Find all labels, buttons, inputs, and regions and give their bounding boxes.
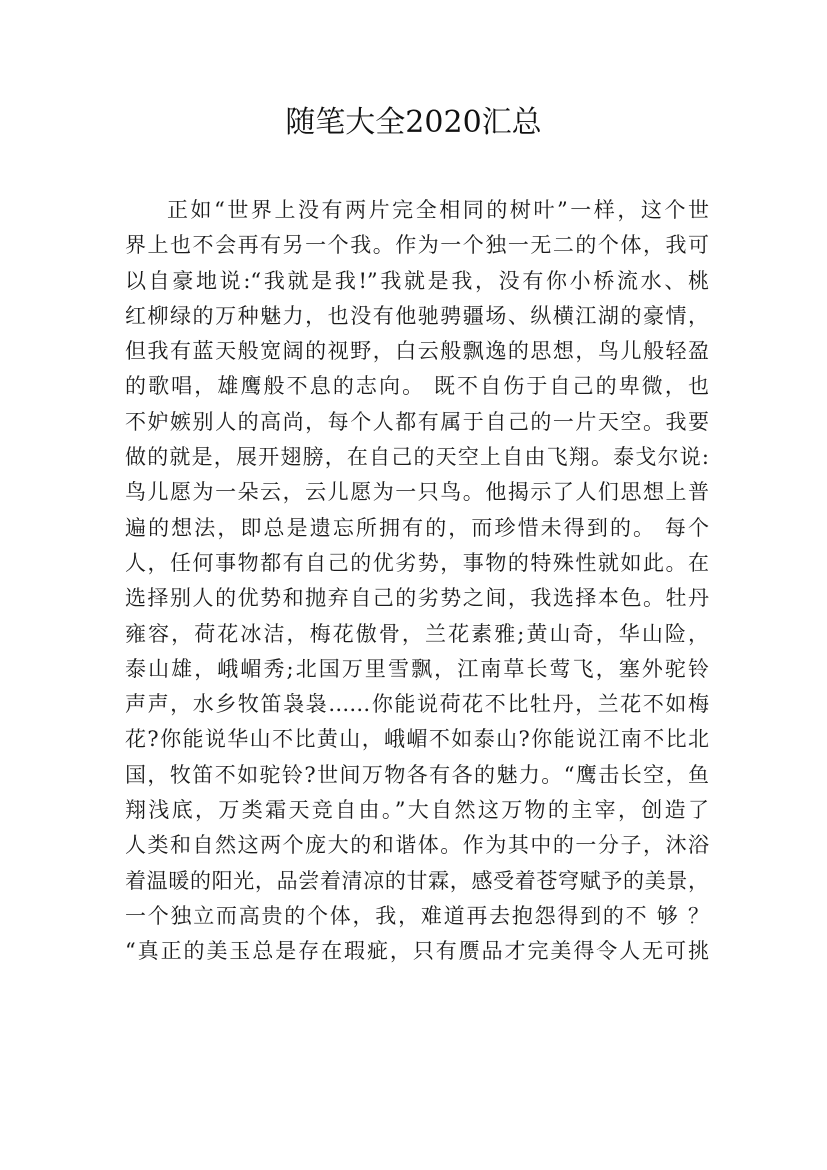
- body-line: 雍容，荷花冰洁，梅花傲骨，兰花素雅;黄山奇，华山险，: [125, 621, 709, 646]
- body-line: 一个独立而高贵的个体，我，难道再去抱怨得到的不 够 ？: [125, 903, 709, 928]
- document-body: [125, 193, 709, 970]
- body-line: 正如“世界上没有两片完全相同的树叶”一样，这个世: [167, 198, 709, 222]
- body-line: 但我有蓝天般宽阔的视野，白云般飘逸的思想，鸟儿般轻盈: [125, 339, 709, 364]
- body-line: 国，牧笛不如驼铃?世间万物各有各的魅力。“鹰击长空，鱼: [125, 762, 709, 787]
- body-line: 做的就是，展开翅膀，在自己的天空上自由飞翔。泰戈尔说:: [125, 445, 709, 470]
- document-title: 随笔大全2020汇总: [285, 105, 542, 140]
- body-line: 界上也不会再有另一个我。作为一个独一无二的个体，我可: [125, 233, 709, 258]
- body-line: 人类和自然这两个庞大的和谐体。作为其中的一分子，沐浴: [125, 833, 709, 858]
- body-line: 红柳绿的万种魅力，也没有他驰骋疆场、纵横江湖的豪情，: [125, 303, 709, 328]
- body-line: 翔浅底，万类霜天竞自由。”大自然这万物的主宰，创造了: [125, 798, 709, 823]
- body-line: 选择别人的优势和抛弃自己的劣势之间，我选择本色。牡丹: [125, 586, 709, 611]
- body-line: 遍的想法，即总是遗忘所拥有的，而珍惜未得到的。 每个: [125, 515, 709, 540]
- body-line: 花?你能说华山不比黄山，峨嵋不如泰山?你能说江南不比北: [125, 727, 709, 752]
- body-line: 鸟儿愿为一朵云，云儿愿为一只鸟。他揭示了人们思想上普: [125, 480, 709, 505]
- body-line: 着温暖的阳光，品尝着清凉的甘霖，感受着苍穹赋予的美景，: [125, 868, 709, 893]
- body-line: 人，任何事物都有自己的优劣势，事物的特殊性就如此。在: [125, 550, 709, 575]
- body-line: 声声，水乡牧笛袅袅……你能说荷花不比牡丹，兰花不如梅: [125, 692, 709, 717]
- body-line: “真正的美玉总是存在瑕疵，只有赝品才完美得令人无可挑: [125, 939, 709, 964]
- body-line: 泰山雄，峨嵋秀;北国万里雪飘，江南草长莺飞，塞外驼铃: [125, 656, 709, 681]
- body-line: 的歌唱，雄鹰般不息的志向。 既不自伤于自己的卑微，也: [125, 374, 709, 399]
- body-line: 以自豪地说:“我就是我!”我就是我，没有你小桥流水、桃: [125, 268, 709, 293]
- body-line: 不妒嫉别人的高尚，每个人都有属于自己的一片天空。我要: [125, 409, 709, 434]
